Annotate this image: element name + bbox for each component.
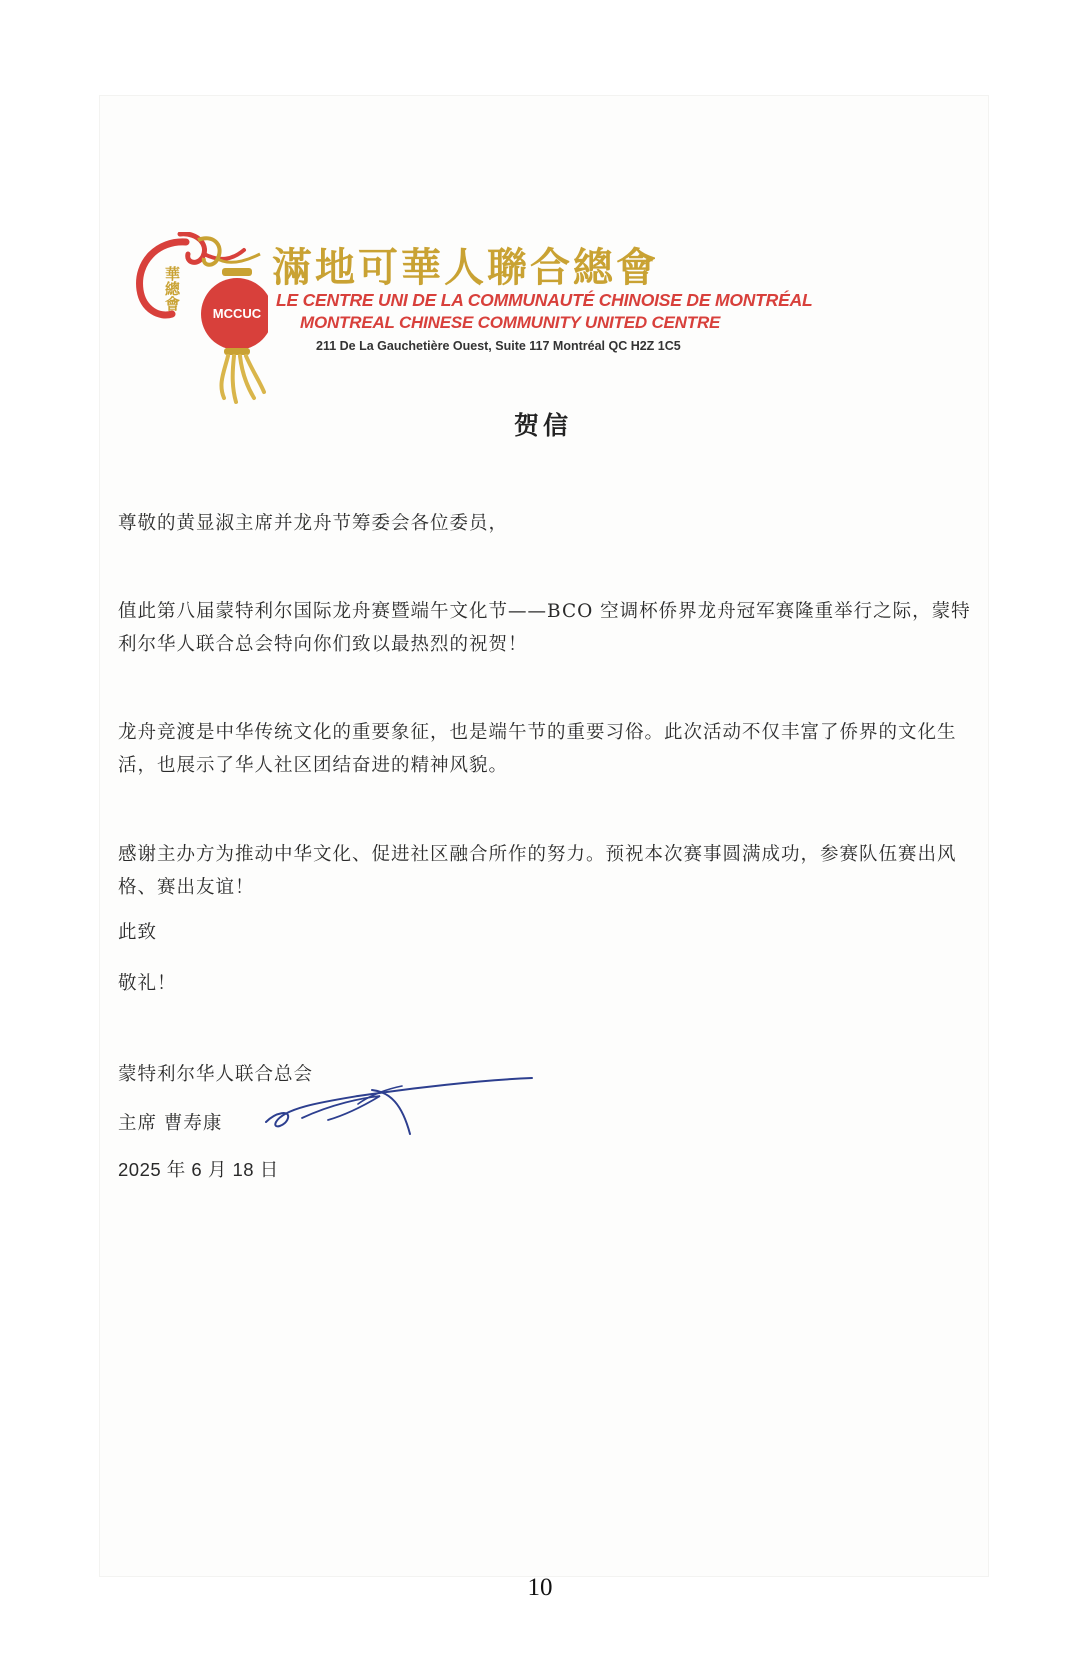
paragraph-3: 感谢主办方为推动中华文化、促进社区融合所作的努力。预祝本次赛事圆满成功，参赛队伍赛出风格、赛出友谊！ (118, 844, 957, 898)
emblem-calligraphy: 華總會 (163, 266, 181, 311)
lantern-badge-text: MCCUC (212, 306, 262, 321)
closing-line-2: 敬礼！ (118, 973, 177, 994)
org-address: 211 De La Gauchetière Ouest, Suite 117 Montréal QC H2Z 1C5 (316, 339, 681, 353)
closing-line-1: 此致 (118, 922, 158, 943)
org-name-english: MONTREAL CHINESE COMMUNITY UNITED CENTRE (300, 313, 721, 332)
page-number: 10 (527, 1574, 553, 1601)
sender-organization: 蒙特利尔华人联合总会 (118, 1064, 314, 1085)
paragraph-2: 龙舟竞渡是中华传统文化的重要象征，也是端午节的重要习俗。此次活动不仅丰富了侨界的文化生活，也展示了华人社区团结奋进的精神风貌。 (118, 722, 957, 776)
letter-title: 贺信 (513, 411, 572, 440)
lantern-logo-icon (128, 232, 268, 407)
org-name-french: LE CENTRE UNI DE LA COMMUNAUTÉ CHINOISE DE MONTRÉAL (276, 290, 813, 310)
sender-title: 主席 曹寿康 (118, 1113, 223, 1134)
handwritten-signature-icon (262, 1074, 542, 1144)
org-name-chinese: 滿地可華人聯合總會 (272, 244, 659, 291)
letter-date: 2025 年 6 月 18 日 (118, 1159, 279, 1180)
salutation: 尊敬的黄显淑主席并龙舟节筹委会各位委员， (118, 513, 509, 534)
paragraph-1: 值此第八届蒙特利尔国际龙舟赛暨端午文化节——BCO 空调杯侨界龙舟冠军赛隆重举行之际，蒙特利尔华人联合总会特向你们致以最热烈的祝贺！ (118, 601, 971, 655)
